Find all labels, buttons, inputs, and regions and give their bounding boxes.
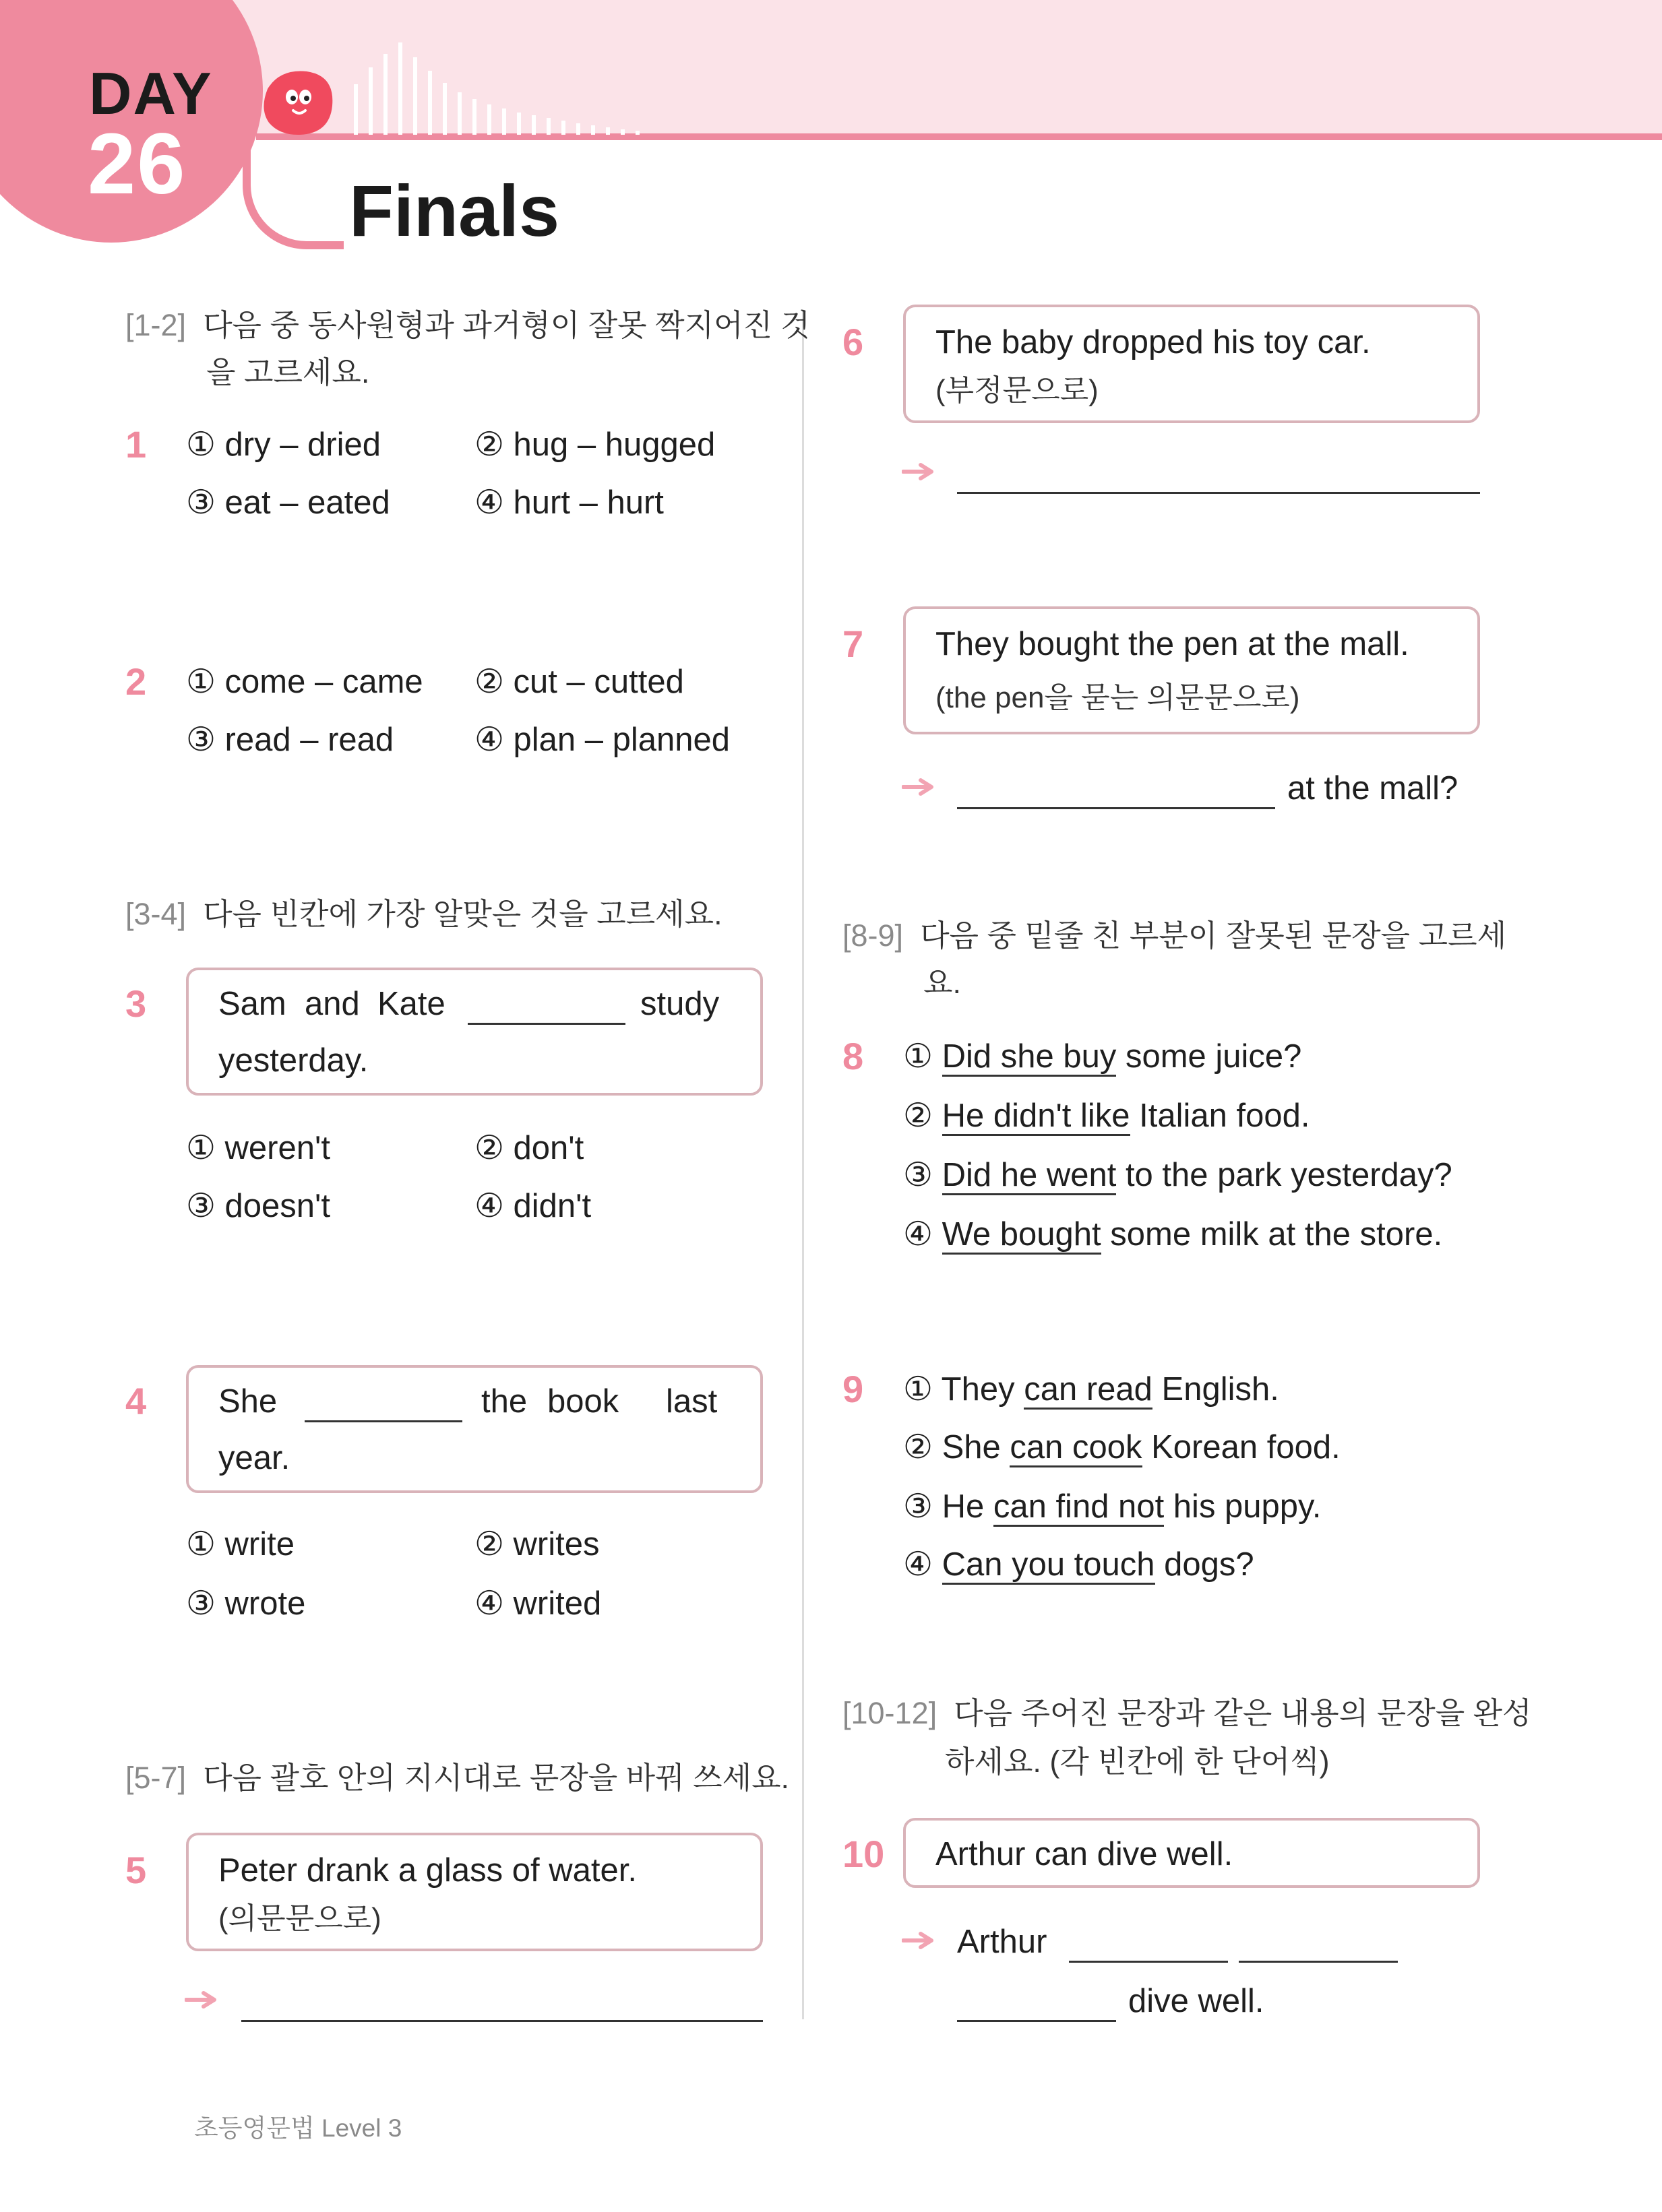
q8-option-1[interactable] — [903, 1040, 1301, 1077]
option-pre: They — [941, 1371, 1024, 1408]
question-number: 5 — [125, 1849, 147, 1891]
soundwave-decoration-icon — [347, 37, 664, 135]
q2-option-3[interactable]: ③ read – read — [186, 722, 394, 758]
page-title: Finals — [349, 170, 560, 251]
q3-word: Sam — [218, 986, 286, 1022]
option-mark: ① — [903, 1038, 933, 1075]
underlined-part: can cook — [1010, 1431, 1142, 1467]
day-number: 26 — [88, 116, 187, 212]
instruction-text: 다음 중 밑줄 친 부분이 잘못된 문장을 고르세 — [920, 918, 1507, 953]
question-number: 4 — [125, 1380, 147, 1422]
option-mark: ① — [903, 1371, 933, 1408]
q2-option-2[interactable]: ② cut – cutted — [474, 664, 684, 700]
instruction-5-7 — [125, 1763, 789, 1793]
q9-option-4[interactable] — [903, 1548, 1254, 1585]
q6-answer-line[interactable] — [957, 492, 1480, 494]
q10-answer-start: Arthur — [957, 1924, 1047, 1960]
q4-option-2[interactable]: ② writes — [474, 1526, 600, 1562]
underlined-part: Did he went — [942, 1159, 1117, 1195]
q4-option-4[interactable]: ④ writed — [474, 1585, 602, 1622]
instruction-10-12-cont: 하세요. (각 빈칸에 한 단어씩) — [945, 1744, 1330, 1779]
underlined-part: can find not — [993, 1490, 1164, 1527]
underlined-part: Can you touch — [942, 1548, 1155, 1585]
instruction-text: 다음 주어진 문장과 같은 내용의 문장을 완성 — [954, 1696, 1532, 1730]
option-mark: ③ — [903, 1488, 933, 1525]
q4-sentence-line2: year. — [218, 1440, 290, 1476]
instruction-ref: [10-12] — [842, 1696, 937, 1730]
instruction-ref: [1-2] — [125, 308, 187, 342]
q2-option-4[interactable]: ④ plan – planned — [474, 722, 731, 758]
q5-answer-line[interactable] — [241, 2020, 763, 2022]
question-number: 9 — [842, 1368, 864, 1410]
arrow-right-icon — [902, 462, 938, 481]
q6-sentence: The baby dropped his toy car. — [935, 324, 1371, 360]
q7-answer-suffix: at the mall? — [1287, 770, 1458, 807]
instruction-text: 다음 중 동사원형과 과거형이 잘못 짝지어진 것 — [203, 308, 811, 342]
day-label: DAY — [89, 60, 213, 127]
q10-answer-blank-3[interactable] — [957, 2020, 1116, 2022]
page-footer: 초등영문법 Level 3 — [194, 2114, 402, 2142]
instruction-text: 다음 빈칸에 가장 알맞은 것을 고르세요. — [203, 897, 722, 931]
underlined-part: Did she buy — [942, 1040, 1117, 1077]
q4-answer-blank[interactable] — [305, 1420, 462, 1422]
arrow-right-icon — [185, 1990, 221, 2009]
option-pre: She — [942, 1429, 1010, 1465]
option-rest: Italian food. — [1130, 1098, 1310, 1134]
question-number: 3 — [125, 982, 147, 1025]
q10-answer-blank-2[interactable] — [1239, 1961, 1398, 1963]
q8-option-2[interactable] — [903, 1100, 1310, 1136]
q4-word: last — [666, 1383, 718, 1420]
q4-option-1[interactable]: ① write — [186, 1526, 295, 1562]
column-divider — [802, 311, 804, 2019]
q1-option-1[interactable]: ① dry – dried — [186, 426, 381, 463]
q3-word: and — [305, 986, 360, 1022]
q9-option-2[interactable] — [903, 1431, 1341, 1467]
underlined-part: We bought — [942, 1218, 1101, 1255]
option-rest: to the park yesterday? — [1116, 1157, 1452, 1193]
q1-option-3[interactable]: ③ eat – eated — [186, 484, 390, 521]
question-number: 1 — [125, 423, 147, 466]
q3-option-1[interactable]: ① weren't — [186, 1130, 330, 1166]
q7-answer-line[interactable] — [957, 807, 1275, 809]
option-mark: ③ — [903, 1157, 933, 1193]
q10-answer-end: dive well. — [1128, 1983, 1264, 2019]
q4-word: She — [218, 1383, 278, 1420]
q7-hint: (the pen을 묻는 의문문으로) — [935, 681, 1300, 714]
instruction-1-2-cont: 을 고르세요. — [206, 355, 370, 389]
q10-sentence: Arthur can dive well. — [935, 1836, 1233, 1872]
option-rest: Korean food. — [1142, 1429, 1341, 1465]
instruction-ref: [5-7] — [125, 1761, 187, 1795]
q1-option-4[interactable]: ④ hurt – hurt — [474, 484, 664, 521]
q3-option-2[interactable]: ② don't — [474, 1130, 584, 1166]
q5-sentence: Peter drank a glass of water. — [218, 1852, 637, 1889]
instruction-10-12 — [842, 1698, 1532, 1728]
option-mark: ④ — [903, 1216, 933, 1253]
q9-option-3[interactable] — [903, 1490, 1322, 1527]
option-rest: his puppy. — [1164, 1488, 1322, 1525]
q3-word: study — [640, 986, 720, 1022]
instruction-ref: [8-9] — [842, 918, 904, 953]
instruction-8-9 — [842, 920, 1506, 951]
q7-sentence: They bought the pen at the mall. — [935, 626, 1409, 662]
instruction-ref: [3-4] — [125, 897, 187, 931]
q6-hint: (부정문으로) — [935, 374, 1099, 407]
option-rest: some juice? — [1116, 1038, 1302, 1075]
instruction-1-2 — [125, 310, 810, 340]
mascot-icon — [259, 69, 339, 137]
option-mark: ② — [903, 1098, 933, 1134]
underlined-part: He didn't like — [942, 1100, 1130, 1136]
q8-option-3[interactable] — [903, 1159, 1452, 1195]
option-pre: He — [942, 1488, 993, 1525]
q8-option-4[interactable] — [903, 1218, 1442, 1255]
option-rest: some milk at the store. — [1101, 1216, 1443, 1253]
arrow-right-icon — [902, 778, 938, 796]
q3-option-3[interactable]: ③ doesn't — [186, 1188, 331, 1224]
q1-option-2[interactable]: ② hug – hugged — [474, 426, 716, 463]
q4-word: book — [547, 1383, 619, 1420]
question-number: 6 — [842, 321, 864, 363]
q2-option-1[interactable]: ① come – came — [186, 664, 423, 700]
q10-answer-blank-1[interactable] — [1069, 1961, 1228, 1963]
q3-answer-blank[interactable] — [468, 1023, 625, 1025]
q4-option-3[interactable]: ③ wrote — [186, 1585, 306, 1622]
q5-hint: (의문문으로) — [218, 1902, 381, 1935]
arrow-right-icon — [902, 1931, 938, 1950]
instruction-text: 다음 괄호 안의 지시대로 문장을 바꿔 쓰세요. — [203, 1761, 790, 1795]
instruction-3-4 — [125, 899, 722, 929]
q4-word: the — [481, 1383, 528, 1420]
q3-sentence-line2: yesterday. — [218, 1042, 369, 1079]
question-number: 7 — [842, 623, 864, 665]
option-mark: ④ — [903, 1546, 933, 1583]
q9-option-1[interactable] — [903, 1373, 1279, 1410]
q3-option-4[interactable]: ④ didn't — [474, 1188, 592, 1224]
option-mark: ② — [903, 1429, 933, 1465]
question-number: 10 — [842, 1833, 885, 1875]
option-rest: English. — [1152, 1371, 1279, 1408]
underlined-part: can read — [1024, 1373, 1152, 1410]
question-number: 2 — [125, 660, 147, 703]
question-number: 8 — [842, 1035, 864, 1077]
q3-word: Kate — [377, 986, 445, 1022]
instruction-8-9-cont: 요. — [923, 966, 961, 1000]
option-rest: dogs? — [1155, 1546, 1254, 1583]
